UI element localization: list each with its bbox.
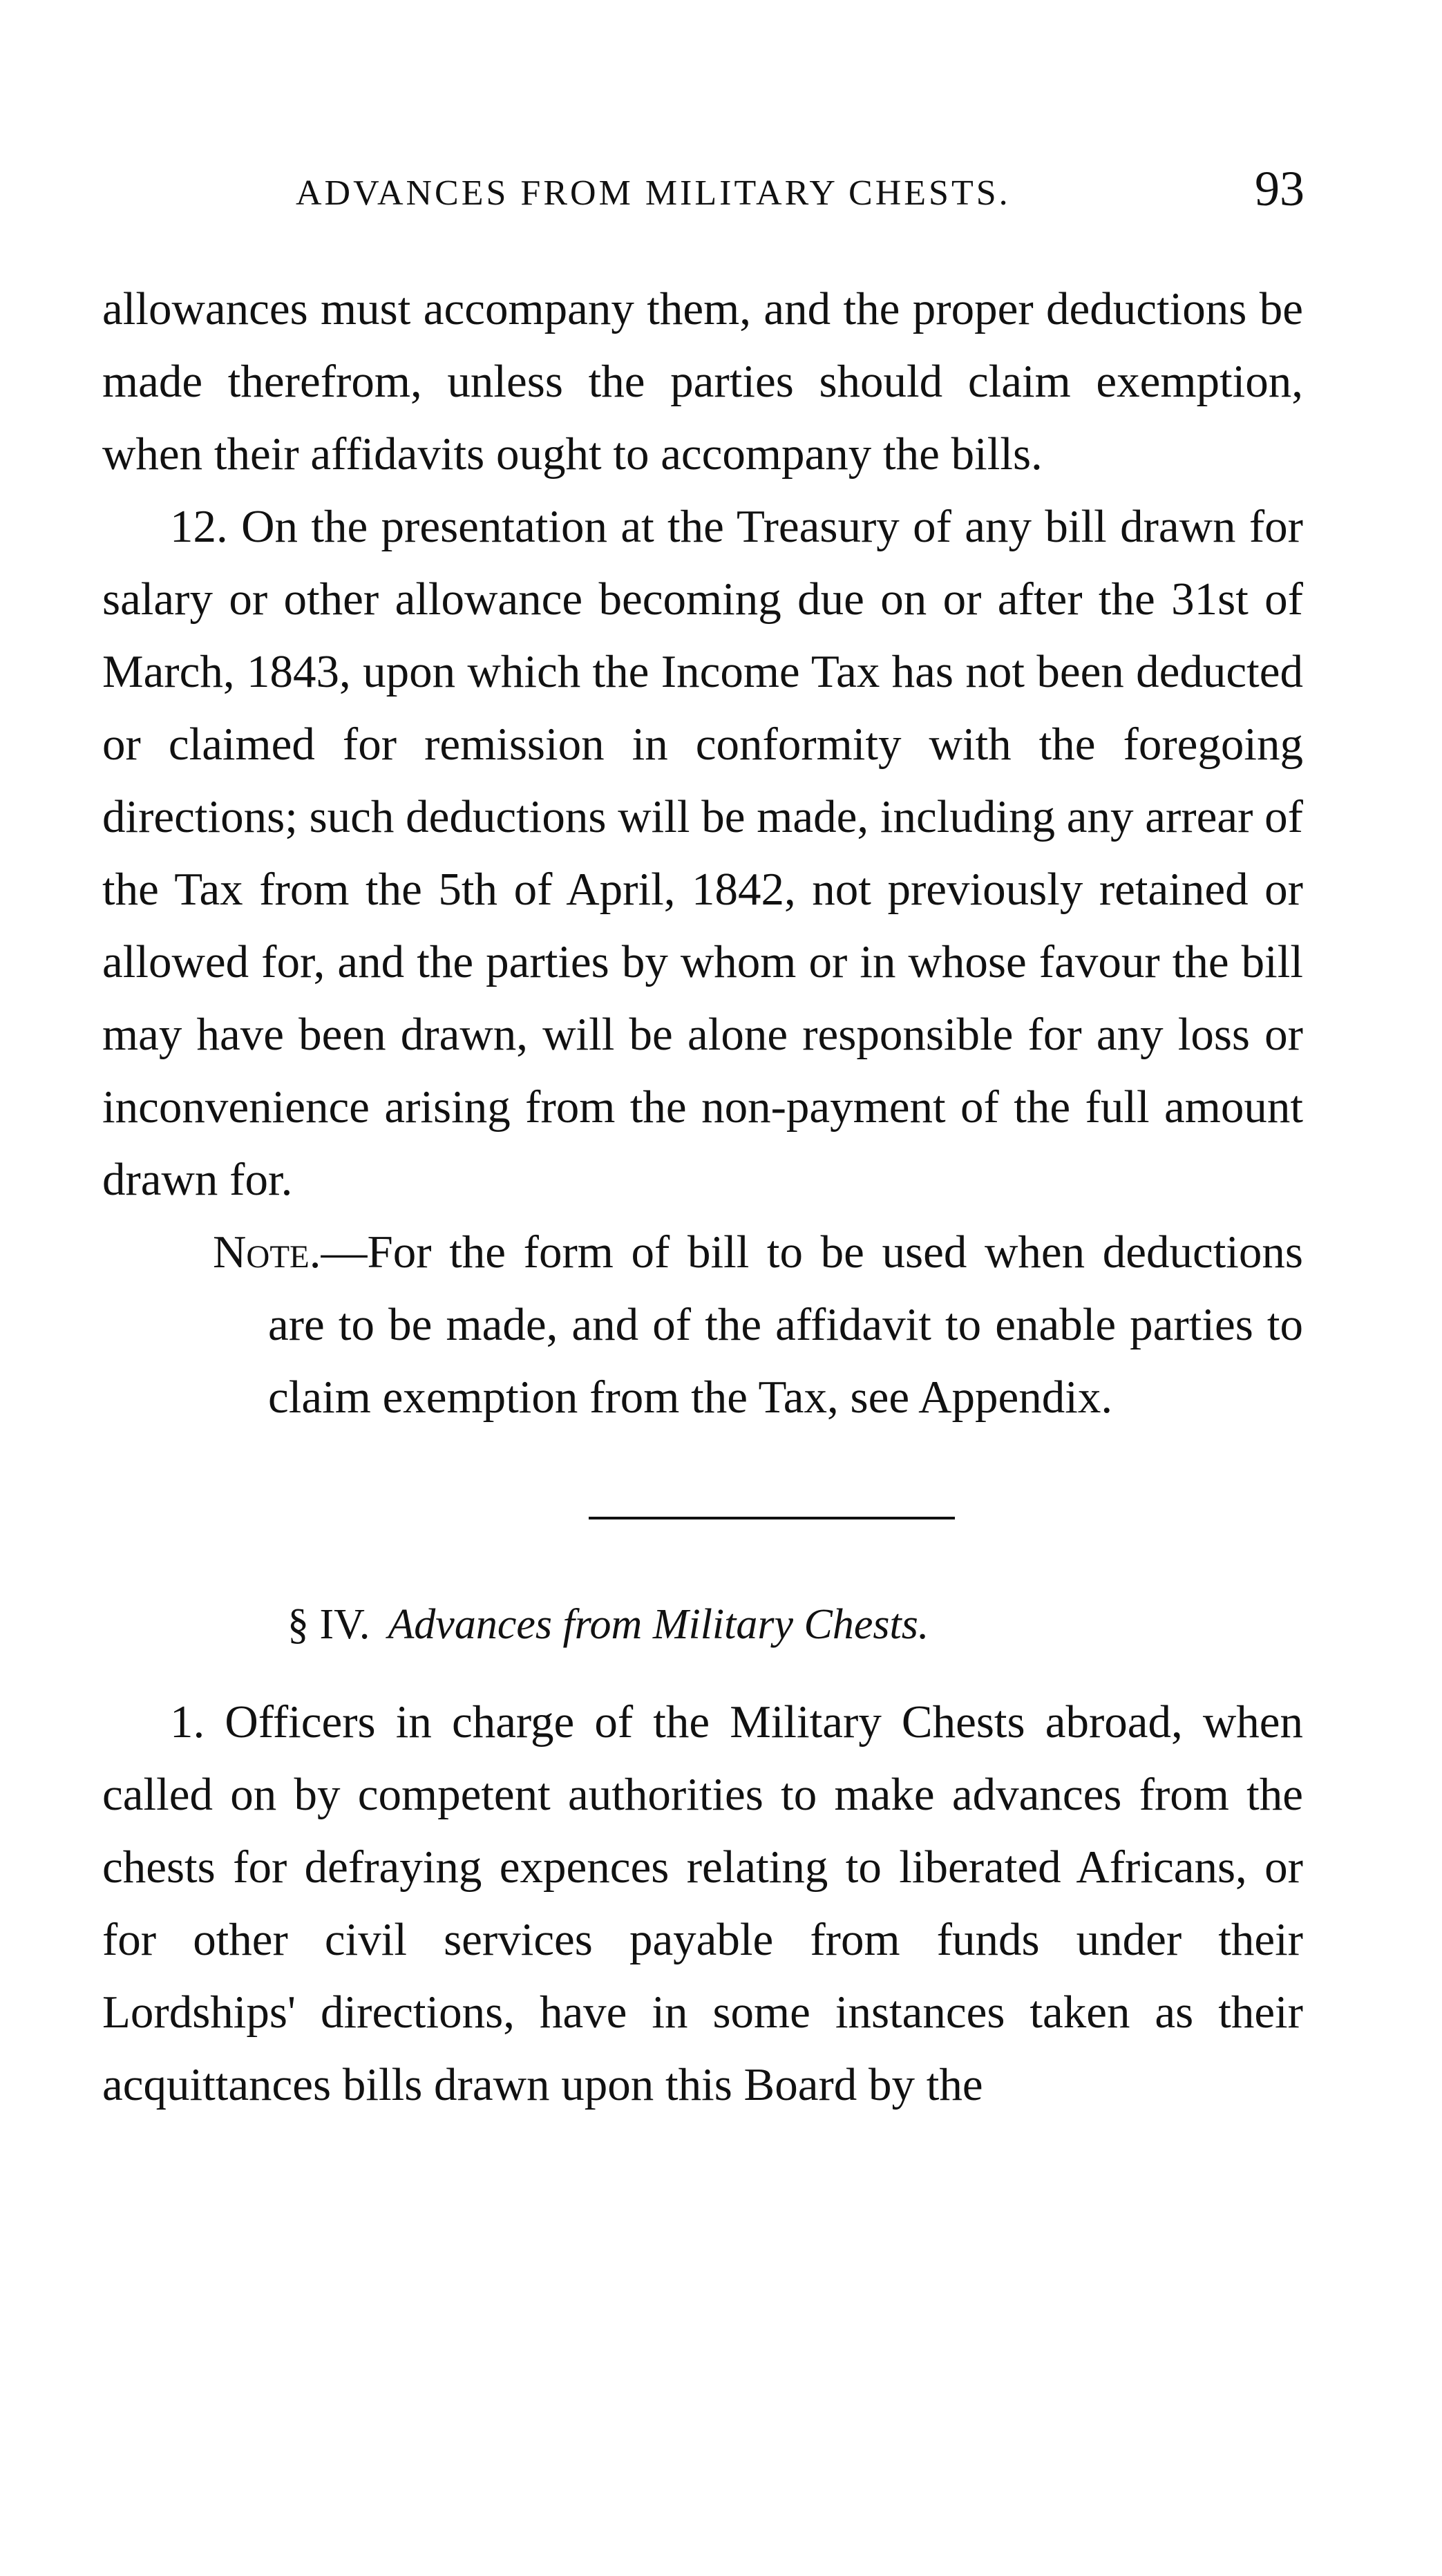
body-text bbox=[102, 273, 1303, 2121]
running-title: ADVANCES FROM MILITARY CHESTS. bbox=[296, 173, 1011, 213]
note-paragraph bbox=[213, 1216, 1303, 1434]
section-marker: § IV. bbox=[287, 1601, 370, 1648]
note-text: —For the form of bill to be used when deductions are to be made, and of the affidavit to enable parties to claim exemption from the Tax, see Appendix. bbox=[268, 1227, 1303, 1423]
paragraph-12: 12. On the presentation at the Treasury of any bill drawn for salary or other allowance becoming due on or after the 31st of March, 1843, upon which the Income Tax has not been deducted or claimed for remission in conformity with the foregoing directions; such deductions will be made, including any arrear of the Tax from the 5th of April, 1842, not previously retained or allowed for, and the parties by whom or in whose favour the bill may have been drawn, will be alone responsible for any loss or inconvenience arising from the non-payment of the full amount drawn for. bbox=[102, 501, 1303, 1205]
section-heading bbox=[102, 1589, 1303, 1661]
page-number: 93 bbox=[1255, 161, 1305, 216]
paragraph-continuation: allowances must accompany them, and the proper deductions be made therefrom, unless the parties should claim exemption, when their affidavits ought to accompany the bills. bbox=[102, 283, 1303, 480]
section-paragraph-1: 1. Officers in charge of the Military Chests abroad, when called on by competent authorities to make advances from the chests for defraying expences relating to liberated Africans, or for other civil services payable from funds under their Lordships' directions, have in some instances taken as their acquittances bills drawn upon this Board by the bbox=[102, 1696, 1303, 2110]
note-label: Note. bbox=[213, 1227, 321, 1278]
running-head bbox=[102, 160, 1305, 222]
section-divider-rule bbox=[589, 1517, 955, 1519]
section-title: Advances from Military Chests. bbox=[388, 1601, 929, 1648]
